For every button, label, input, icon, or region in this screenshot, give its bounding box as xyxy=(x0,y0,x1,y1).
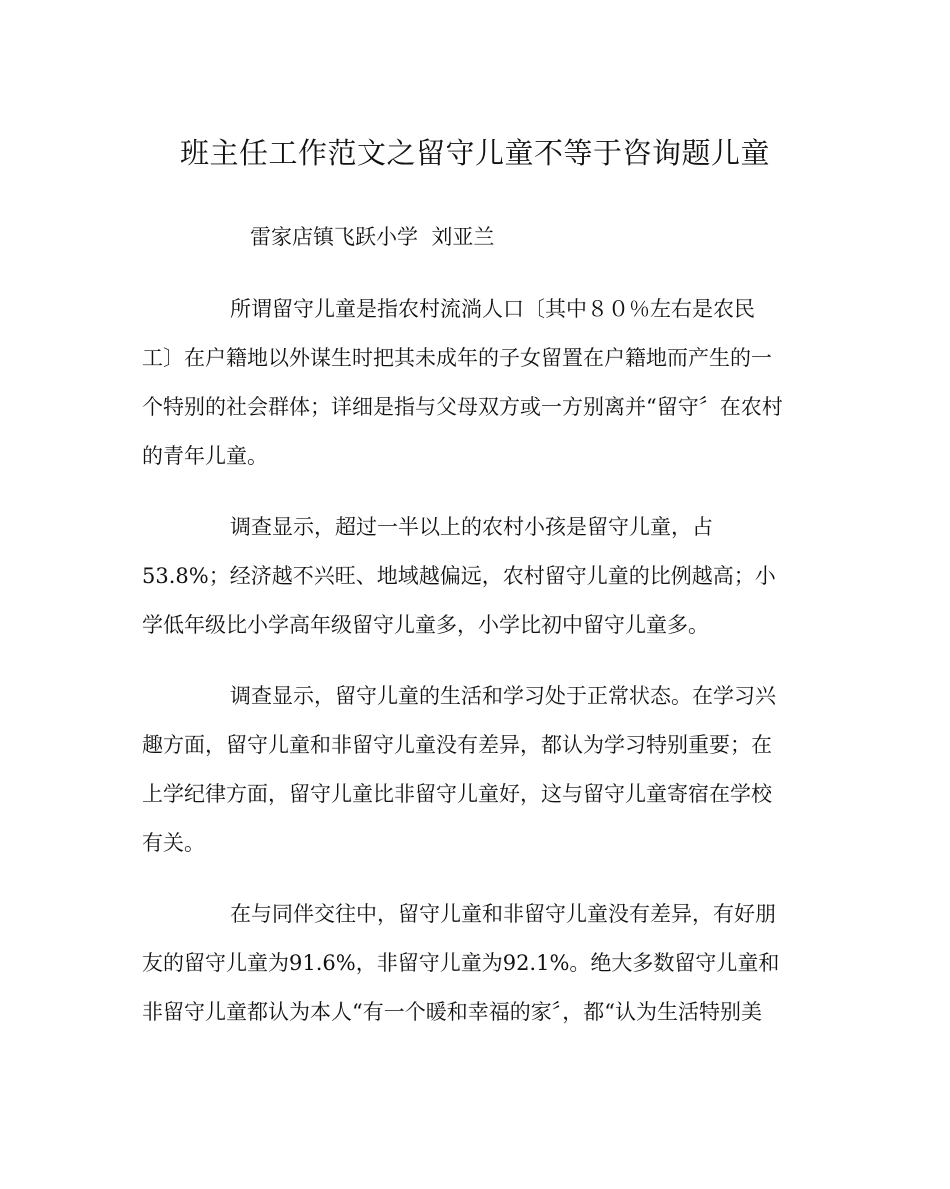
paragraph-1-line-4: 的青年儿童。 xyxy=(142,444,268,468)
paragraph-4-line-3: 非留守儿童都认为本人“有一个暖和幸福的家〞，都“认为生活特别美 xyxy=(142,1000,762,1024)
paragraph-1-line-1: 所谓留守儿童是指农村流淌人口〔其中８０％左右是农民 xyxy=(230,297,755,321)
paragraph-1-line-3: 个特别的社会群体；详细是指与父母双方或一方别离并“留守〞在农村 xyxy=(142,395,783,419)
paragraph-2-line-2: 53.8%；经济越不兴旺、地域越偏远，农村留守儿童的比例越高；小 xyxy=(142,564,776,588)
document-title: 班主任工作范文之留守儿童不等于咨询题儿童 xyxy=(179,136,770,170)
paragraph-2-line-3: 学低年级比小学高年级留守儿童多，小学比初中留守儿童多。 xyxy=(142,613,709,637)
paragraph-3-line-3: 上学纪律方面，留守儿童比非留守儿童好，这与留守儿童寄宿在学校 xyxy=(142,782,772,806)
paragraph-3-line-1: 调查显示，留守儿童的生活和学习处于正常状态。在学习兴 xyxy=(230,684,776,708)
paragraph-3-line-2: 趣方面，留守儿童和非留守儿童没有差异，都认为学习特别重要；在 xyxy=(142,733,772,757)
paragraph-2-line-1: 调查显示，超过一半以上的农村小孩是留守儿童，占 xyxy=(230,515,713,539)
paragraph-3-line-4: 有关。 xyxy=(142,831,205,855)
paragraph-4-line-1: 在与同伴交往中，留守儿童和非留守儿童没有差异，有好朋 xyxy=(230,902,776,926)
author-line: 雷家店镇飞跃小学 刘亚兰 xyxy=(250,225,495,249)
paragraph-4-line-2: 友的留守儿童为91.6%，非留守儿童为92.1%。绝大多数留守儿童和 xyxy=(142,951,780,975)
paragraph-1-line-2: 工〕在户籍地以外谋生时把其未成年的子女留置在户籍地而产生的一 xyxy=(142,346,772,370)
